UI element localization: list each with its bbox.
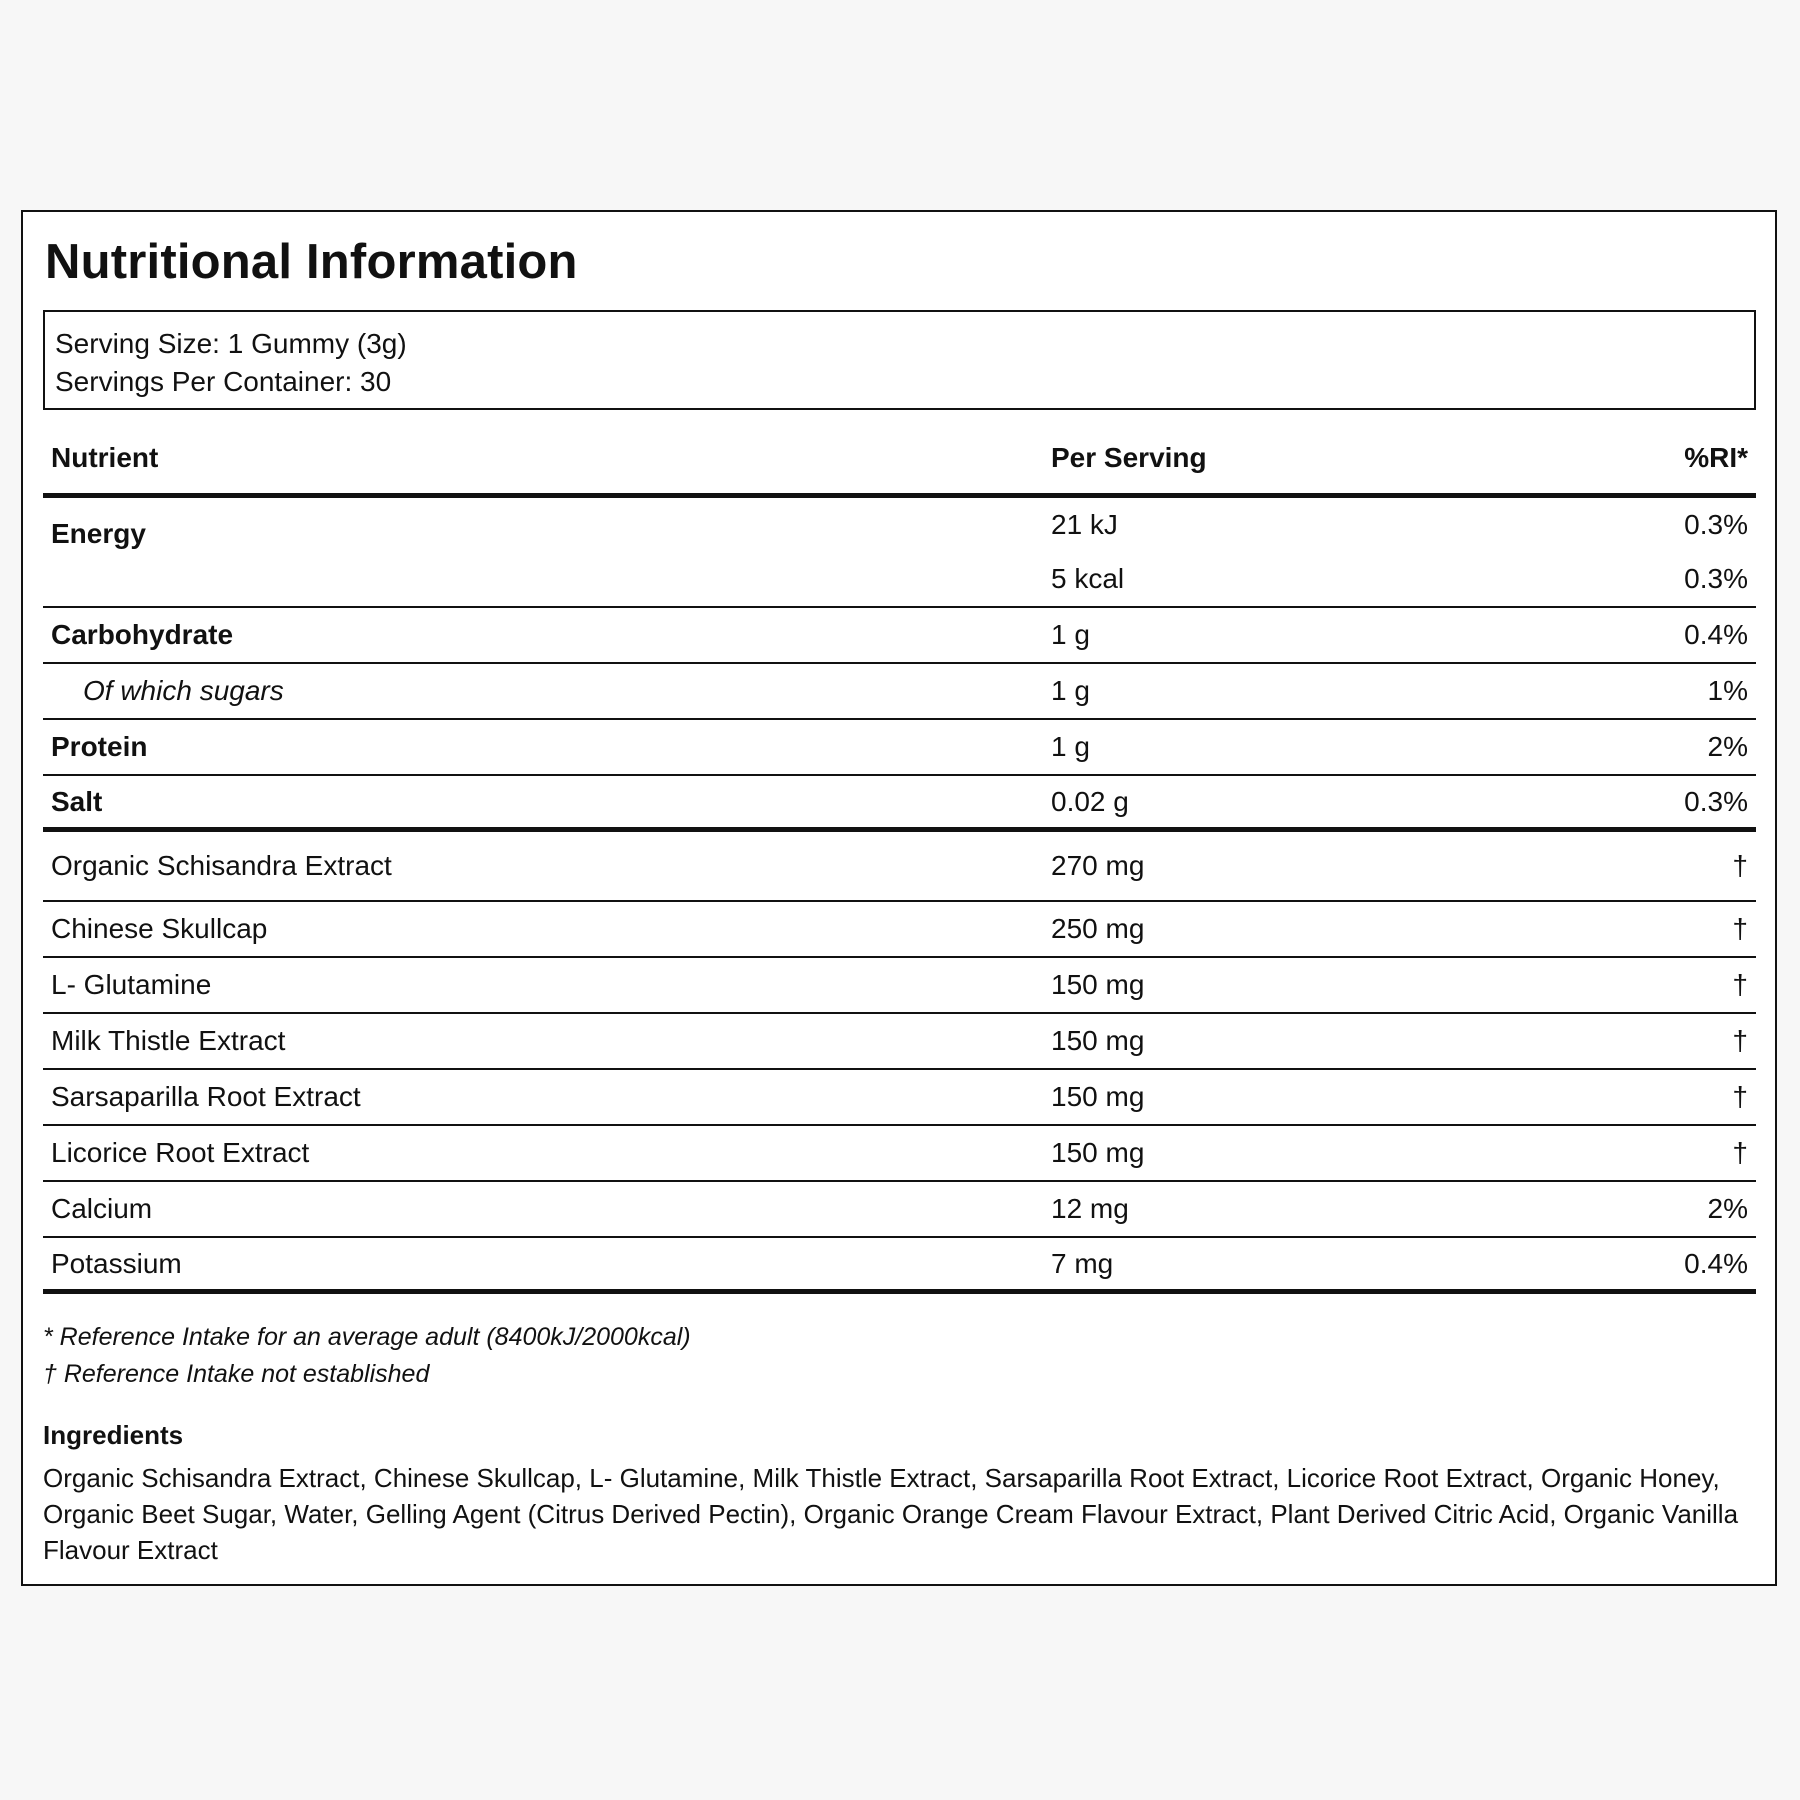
ri-value: 2%	[1707, 1193, 1748, 1224]
ri-value: 0.4%	[1684, 619, 1748, 650]
nutrient-name: Chinese Skullcap	[51, 913, 268, 944]
table-row	[43, 664, 1756, 720]
nutrient-name: Calcium	[51, 1193, 153, 1224]
nutrition-panel	[21, 210, 1777, 1586]
header-nutrient: Nutrient	[51, 441, 159, 473]
page-title: Nutritional Information	[45, 235, 578, 289]
ri-value: †	[1732, 969, 1748, 1000]
per-serving-value: 1 g	[1051, 731, 1090, 762]
table-row	[43, 720, 1756, 776]
nutrient-name: Energy	[51, 518, 146, 549]
nutrient-name: L- Glutamine	[51, 969, 212, 1000]
ri-value: 0.3%	[1684, 563, 1748, 594]
table-row	[43, 608, 1756, 664]
ingredients-list: Organic Schisandra Extract, Chinese Skullcap, L- Glutamine, Milk Thistle Extract, Sarsaparilla Root Extract, Licorice Root Extract, Organic Honey, Organic Beet Sugar, Water, Gelling Agent (Citrus Derived Pectin), Organic Orange Cream Flavour Extract, Plant Derived Citric Acid, Organic Vanilla Flavour Extract	[43, 1463, 1739, 1565]
per-serving-value: 250 mg	[1051, 913, 1145, 944]
table-row	[43, 1070, 1756, 1126]
ri-value: 0.4%	[1684, 1247, 1748, 1279]
nutrient-name: Carbohydrate	[51, 619, 234, 650]
ri-value: †	[1732, 1025, 1748, 1056]
per-serving-value: 270 mg	[1051, 850, 1145, 881]
ri-value: 1%	[1707, 675, 1748, 706]
per-serving-value: 7 mg	[1051, 1247, 1114, 1279]
per-serving-value: 21 kJ	[1051, 509, 1118, 540]
table-row	[43, 1014, 1756, 1070]
per-serving-value: 5 kcal	[1051, 563, 1125, 594]
ri-value: †	[1732, 1137, 1748, 1168]
table-header-row	[43, 422, 1756, 498]
per-serving-value: 1 g	[1051, 675, 1090, 706]
nutrition-table	[43, 422, 1756, 1294]
footnotes	[43, 1319, 691, 1393]
nutrient-name: Of which sugars	[83, 675, 284, 706]
energy-row	[43, 498, 1756, 608]
table-row	[43, 1182, 1756, 1238]
ri-value: †	[1732, 1081, 1748, 1112]
ri-value: 0.3%	[1684, 785, 1748, 817]
nutrient-name: Licorice Root Extract	[51, 1137, 310, 1168]
per-serving-value: 1 g	[1051, 619, 1090, 650]
dagger-footnote: † Reference Intake not established	[43, 1360, 430, 1388]
table-row	[43, 832, 1756, 902]
ri-value: 0.3%	[1684, 509, 1748, 540]
nutrient-name: Milk Thistle Extract	[51, 1025, 286, 1056]
header-ri: %RI*	[1684, 441, 1748, 473]
per-serving-value: 150 mg	[1051, 1025, 1145, 1056]
table-row	[43, 776, 1756, 832]
table-row	[43, 902, 1756, 958]
per-serving-value: 150 mg	[1051, 1081, 1145, 1112]
per-serving-value: 150 mg	[1051, 1137, 1145, 1168]
per-serving-value: 12 mg	[1051, 1193, 1129, 1224]
per-serving-value: 0.02 g	[1051, 785, 1129, 817]
ri-value: †	[1732, 850, 1748, 881]
ri-value: †	[1732, 913, 1748, 944]
energy-subrow-kj	[1043, 498, 1756, 552]
ingredients-heading: Ingredients	[43, 1420, 184, 1450]
per-serving-value: 150 mg	[1051, 969, 1145, 1000]
table-row	[43, 958, 1756, 1014]
header-per-serving: Per Serving	[1051, 441, 1207, 473]
table-row	[43, 1238, 1756, 1294]
energy-subrow-kcal	[1043, 552, 1756, 606]
ri-footnote: * Reference Intake for an average adult (8400kJ/2000kcal)	[43, 1323, 691, 1351]
ri-value: 2%	[1707, 731, 1748, 762]
nutrient-name: Protein	[51, 731, 148, 762]
nutrient-name: Salt	[51, 785, 103, 817]
nutrient-name: Organic Schisandra Extract	[51, 850, 392, 881]
serving-size: Serving Size: 1 Gummy (3g)	[55, 328, 407, 359]
servings-per-container: Servings Per Container: 30	[55, 366, 392, 397]
nutrient-name: Potassium	[51, 1247, 182, 1279]
nutrient-name: Sarsaparilla Root Extract	[51, 1081, 361, 1112]
serving-info-box	[43, 310, 1756, 410]
table-row	[43, 1126, 1756, 1182]
